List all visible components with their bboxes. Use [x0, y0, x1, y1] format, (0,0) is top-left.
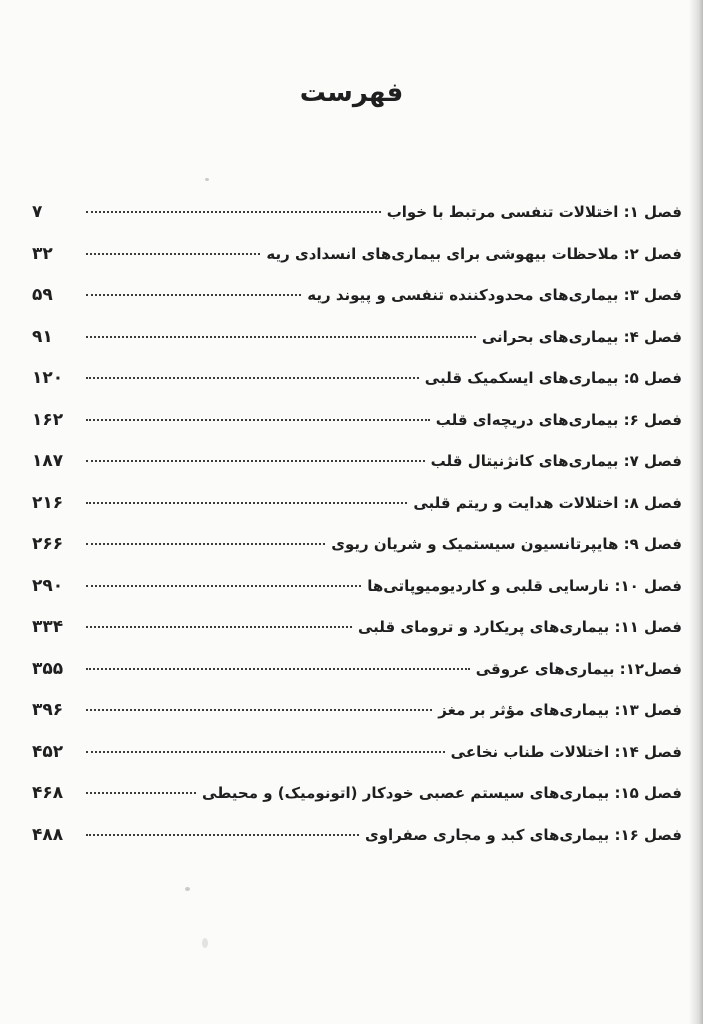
- toc-page-number: ۱۲۰: [32, 368, 64, 388]
- toc-page-number: ۷: [32, 202, 43, 222]
- toc-entry-title: فصل ۳: بیماری‌های محدودکننده تنفسی و پیوند ریه: [307, 286, 682, 304]
- page-edge-shadow: [689, 0, 703, 1024]
- table-of-contents: [32, 192, 682, 852]
- toc-entry-title: فصل ۱۶: بیماری‌های کبد و مجاری صفراوی: [364, 825, 682, 844]
- toc-entry[interactable]: [32, 773, 682, 815]
- toc-page-number: ۳۲: [32, 243, 53, 264]
- dot-leader: [86, 211, 381, 213]
- dot-leader: [86, 294, 301, 296]
- toc-page-number: ۲۶۶: [32, 534, 64, 554]
- dot-leader: [86, 377, 419, 379]
- toc-entry[interactable]: [32, 234, 682, 276]
- toc-entry[interactable]: [32, 192, 682, 234]
- dot-leader: [86, 709, 432, 711]
- toc-page-number: ۱۶۲: [32, 409, 64, 430]
- scan-smudge: [202, 938, 208, 948]
- toc-page-number: ۴۵۲: [32, 741, 64, 762]
- toc-page-number: ۳۳۴: [32, 617, 64, 637]
- toc-entry-title: فصل ۶: بیماری‌های دریچه‌ای قلب: [435, 410, 682, 429]
- toc-page-number: ۳۵۵: [32, 658, 64, 679]
- toc-entry-title: فصل ۷: بیماری‌های کانژنیتال قلب: [430, 452, 682, 470]
- toc-entry[interactable]: [32, 358, 682, 400]
- toc-page-number: ۹۱: [32, 326, 53, 347]
- toc-page-number: ۴۶۸: [32, 783, 64, 803]
- dot-leader: [86, 460, 425, 462]
- toc-page-number: ۲۹۰: [32, 575, 64, 596]
- toc-entry[interactable]: [32, 690, 682, 732]
- dot-leader: [86, 792, 196, 794]
- toc-entry[interactable]: [32, 400, 682, 442]
- toc-entry-title: فصل ۸: اختلالات هدایت و ریتم قلبی: [413, 493, 682, 512]
- dot-leader: [86, 253, 260, 255]
- dot-leader: [86, 751, 445, 753]
- toc-entry[interactable]: [32, 649, 682, 691]
- toc-entry-title: فصل ۵: بیماری‌های ایسکمیک قلبی: [424, 369, 682, 387]
- toc-entry[interactable]: [32, 732, 682, 774]
- toc-page-number: ۵۹: [32, 285, 53, 305]
- dot-leader: [86, 668, 470, 670]
- dot-leader: [86, 336, 476, 338]
- toc-entry[interactable]: [32, 317, 682, 359]
- toc-entry-title: فصل ۱۱: بیماری‌های پریکارد و ترومای قلبی: [357, 618, 682, 636]
- toc-page-number: ۴۸۸: [32, 824, 64, 845]
- toc-entry-title: فصل ۹: هایپرتانسیون سیستمیک و شریان ریوی: [331, 535, 682, 553]
- dot-leader: [86, 626, 352, 628]
- toc-page-number: ۲۱۶: [32, 492, 64, 513]
- scan-smudge: [205, 178, 209, 181]
- toc-entry-title: فصل۱۲: بیماری‌های عروقی: [475, 659, 682, 678]
- toc-entry-title: فصل ۱۳: بیماری‌های مؤثر بر مغز: [438, 701, 682, 719]
- toc-entry[interactable]: [32, 441, 682, 483]
- dot-leader: [86, 543, 325, 545]
- scan-smudge: [185, 887, 190, 891]
- dot-leader: [86, 419, 430, 421]
- toc-entry-title: فصل ۱: اختلالات تنفسی مرتبط با خواب: [386, 203, 682, 221]
- toc-entry[interactable]: [32, 607, 682, 649]
- toc-page-number: ۱۸۷: [32, 451, 64, 471]
- toc-entry[interactable]: [32, 815, 682, 857]
- toc-entry-title: فصل ۱۵: بیماری‌های سیستم عصبی خودکار (اتونومیک) و محیطی: [202, 784, 682, 802]
- dot-leader: [86, 585, 361, 587]
- toc-entry[interactable]: [32, 524, 682, 566]
- toc-entry-title: فصل ۱۰: نارسایی قلبی و کاردیومیوپاتی‌ها: [367, 576, 682, 595]
- toc-entry-title: فصل ۲: ملاحظات بیهوشی برای بیماری‌های انسدادی ریه: [266, 244, 682, 263]
- dot-leader: [86, 502, 407, 504]
- dot-leader: [86, 834, 359, 836]
- page-title: فهرست: [299, 78, 404, 108]
- toc-page-number: ۳۹۶: [32, 700, 64, 720]
- toc-entry-title: فصل ۱۴: اختلالات طناب نخاعی: [450, 742, 682, 761]
- toc-entry[interactable]: [32, 483, 682, 525]
- toc-entry[interactable]: [32, 566, 682, 608]
- toc-entry[interactable]: [32, 275, 682, 317]
- toc-entry-title: فصل ۴: بیماری‌های بحرانی: [481, 327, 682, 346]
